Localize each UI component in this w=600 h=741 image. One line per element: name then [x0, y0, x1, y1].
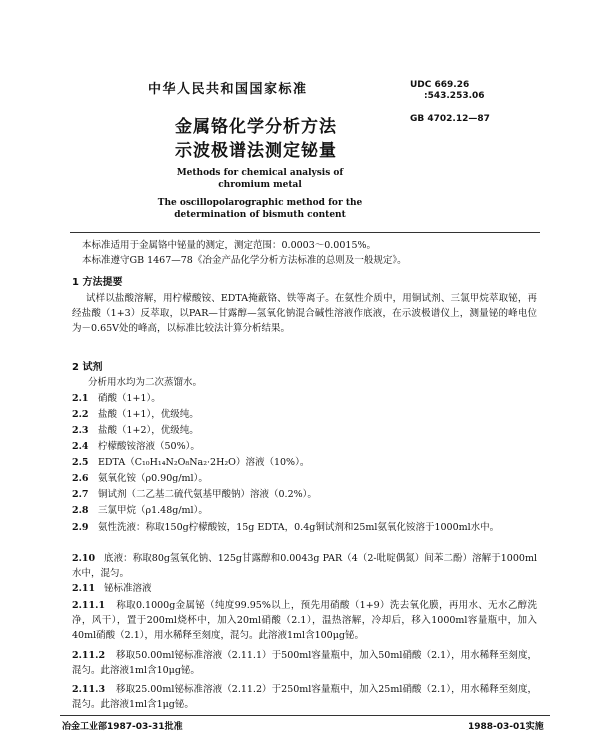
- title-en-line-3: The oscillopolarographic method for the: [157, 198, 363, 208]
- reagent-num: 2.2: [72, 409, 89, 420]
- section-2-heading: 2 试剂: [72, 362, 103, 373]
- reagent-num: 2.1: [72, 393, 89, 404]
- reagent-num: 2.11.1: [72, 600, 106, 611]
- reagent-item: [72, 392, 317, 408]
- reagent-num: 2.9: [72, 522, 89, 533]
- reagent-text: 盐酸（1+1），优级纯。: [98, 409, 199, 420]
- approval-date: 冶金工业部1987-03-31批准: [62, 722, 183, 732]
- reagent-num: 2.8: [72, 505, 89, 516]
- reagent-num: 2.11.2: [72, 650, 106, 661]
- title-en-line-2: chromium metal: [218, 180, 302, 190]
- footer-divider: [60, 715, 550, 716]
- reagent-num: 2.4: [72, 441, 89, 452]
- intro-compliance: 本标准遵守GB 1467—78《冶金产品化学分析方法标准的总则及一般规定》。: [82, 255, 407, 266]
- reagent-item: [72, 472, 317, 488]
- reagent-num: 2.5: [72, 457, 89, 468]
- reagent-text: 硝酸（1+1）。: [98, 393, 161, 404]
- reagent-text: 称取0.1000g金属铋（纯度99.95%以上，预先用硝酸（1+9）洗去氧化膜，再用水、无水乙醇洗净，风干），置于200ml烧杯中，加入20ml硝酸（2.1），温热溶解，冷却后，移入1000ml容量瓶中，加入40ml硝酸（2.1），用水稀释至刻度，混匀。此溶液1ml含100μg铋。: [72, 600, 537, 641]
- reagent-text: 氨氧化铵（ρ0.90g/ml）。: [98, 473, 208, 484]
- udc-line-2: :543.253.06: [424, 91, 485, 101]
- reagent-text: 铜试剂（二乙基二硫代氨基甲酸钠）溶液（0.2%）。: [98, 489, 317, 500]
- reagent-2-9: [72, 520, 537, 535]
- section-1-text: 试样以盐酸溶解，用柠檬酸铵、EDTA掩蔽铬、铁等离子。在氨性介质中，用铜试剂、三氯甲烷萃取铋，再经盐酸（1+3）反萃取，以PAR—甘露醇—氢氧化钠混合碱性溶液作底液，在示波极谱仪上，测量铋的峰电位为－0.65V处的峰高，以标准比较法计算分析结果。: [72, 293, 537, 334]
- reagent-text: EDTA（C₁₀H₁₄N₂O₈Na₂·2H₂O）溶液（10%）。: [98, 457, 310, 468]
- reagent-item: [72, 424, 317, 440]
- udc-line-1: UDC 669.26: [410, 80, 470, 90]
- reagent-text: 移取50.00ml铋标准溶液（2.11.1）于500ml容量瓶中，加入50ml硝酸（2.1），用水稀释至刻度，混匀。此溶液1ml含10μg铋。: [72, 650, 537, 676]
- reagent-text: 铋标准溶液: [104, 583, 152, 594]
- reagent-text: 底液：称取80g氢氧化钠、125g甘露醇和0.0043g PAR（4（2-吡啶偶氮）间苯二酚）溶解于1000ml水中，混匀。: [72, 553, 537, 579]
- intro-scope: 本标准适用于金属铬中铋量的测定，测定范围：0.0003～0.0015%。: [82, 240, 377, 251]
- reagent-2-11-2: [72, 648, 537, 678]
- title-cn-line-1: 金属铬化学分析方法: [175, 117, 337, 137]
- reagent-text: 柠檬酸铵溶液（50%）。: [98, 441, 200, 452]
- reagent-text: 氨性洗液：称取150g柠檬酸铵，15g EDTA，0.4g铜试剂和25ml氨氧化铵溶于1000ml水中。: [98, 522, 500, 533]
- reagent-num: 2.11: [72, 583, 96, 594]
- reagent-2-11: [72, 582, 152, 596]
- udc-code: [410, 80, 485, 102]
- reagent-item: [72, 504, 317, 520]
- reagent-num: 2.6: [72, 473, 89, 484]
- section-1-heading: 1 方法提要: [72, 277, 123, 288]
- reagent-text: 盐酸（1+2），优级纯。: [98, 425, 199, 436]
- reagent-num: 2.10: [72, 553, 96, 564]
- effective-date: 1988-03-01实施: [468, 722, 544, 732]
- reagent-item: [72, 408, 317, 424]
- section-2-intro: 分析用水均为二次蒸馏水。: [88, 377, 203, 388]
- reagent-list: [72, 392, 317, 520]
- reagent-2-11-1: [72, 598, 537, 643]
- reagent-text: 三氯甲烷（ρ1.48g/ml）。: [98, 505, 208, 516]
- reagent-item: [72, 440, 317, 456]
- gb-number: GB 4702.12—87: [410, 114, 490, 124]
- reagent-num: 2.3: [72, 425, 89, 436]
- header-divider: [70, 232, 540, 233]
- national-standard-title: 中华人民共和国国家标准: [148, 82, 308, 97]
- title-cn-line-2: 示波极谱法测定铋量: [175, 141, 337, 161]
- reagent-text: 移取25.00ml铋标准溶液（2.11.2）于250ml容量瓶中，加入25ml硝酸（2.1），用水稀释至刻度，混匀。此溶液1ml含1μg铋。: [72, 684, 537, 710]
- reagent-2-10: [72, 551, 537, 581]
- reagent-2-11-3: [72, 682, 537, 712]
- reagent-item: [72, 488, 317, 504]
- reagent-item: [72, 456, 317, 472]
- reagent-num: 2.11.3: [72, 684, 106, 695]
- reagent-num: 2.7: [72, 489, 89, 500]
- title-en-line-4: determination of bismuth content: [174, 210, 346, 220]
- title-en-line-1: Methods for chemical analysis of: [176, 168, 344, 178]
